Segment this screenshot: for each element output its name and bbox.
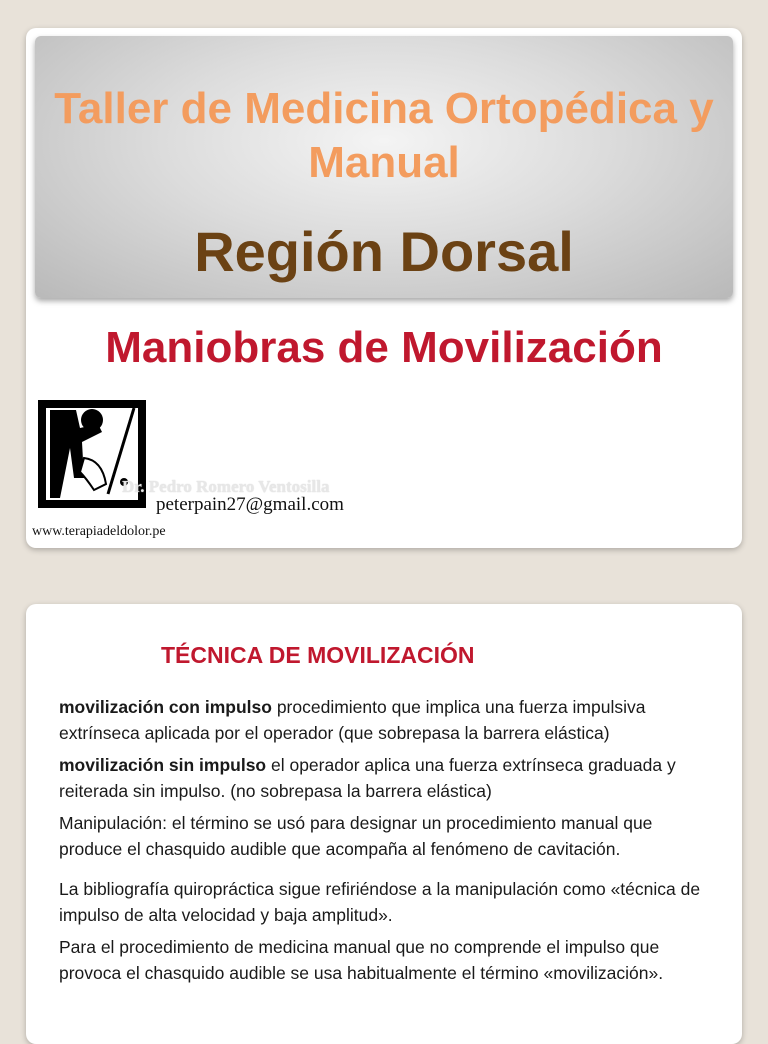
paragraph-impulse <box>59 694 719 746</box>
title-slide <box>26 28 742 548</box>
definition-no-impulse: el operador aplica una fuerza extrínseca graduada y reiterada sin impulso. (no sobrepasa la barrera elástica) <box>59 755 676 801</box>
author-email[interactable]: peterpain27@gmail.com <box>156 494 344 515</box>
paragraph-manipulation: Manipulación: el término se usó para designar un procedimiento manual que produce el chasquido audible que acompaña al fenómeno de cavitación. <box>59 813 653 859</box>
content-slide <box>26 604 742 1044</box>
section-heading: TÉCNICA DE MOVILIZACIÓN <box>161 642 475 668</box>
paragraph-bibliography: La bibliografía quiropráctica sigue refiriéndose a la manipulación como «técnica de impulso de alta velocidad y baja amplitud». <box>59 879 701 925</box>
region-title: Región Dorsal <box>194 220 574 283</box>
paragraph-mobilization: Para el procedimiento de medicina manual que no comprende el impulso que provoca el chasquido audible se usa habitualmente el término «movilización». <box>59 937 664 983</box>
term-impulse: movilización con impulso <box>59 697 272 717</box>
slide-body <box>59 694 719 992</box>
term-no-impulse: movilización sin impulso <box>59 755 267 775</box>
workshop-title: Taller de Medicina Ortopédica y Manual <box>54 84 714 187</box>
author-name: Dr. Pedro Romero Ventosilla <box>122 477 330 496</box>
definition-impulse: procedimiento que implica una fuerza impulsiva extrínseca aplicada por el operador (que sobrepasa la barrera elástica) <box>59 697 646 743</box>
website-link[interactable]: www.terapiadeldolor.pe <box>32 524 166 539</box>
clinic-logo-icon <box>36 398 148 516</box>
slide-subtitle: Maniobras de Movilización <box>105 323 663 372</box>
paragraph-no-impulse <box>59 752 719 804</box>
title-banner <box>35 36 733 298</box>
